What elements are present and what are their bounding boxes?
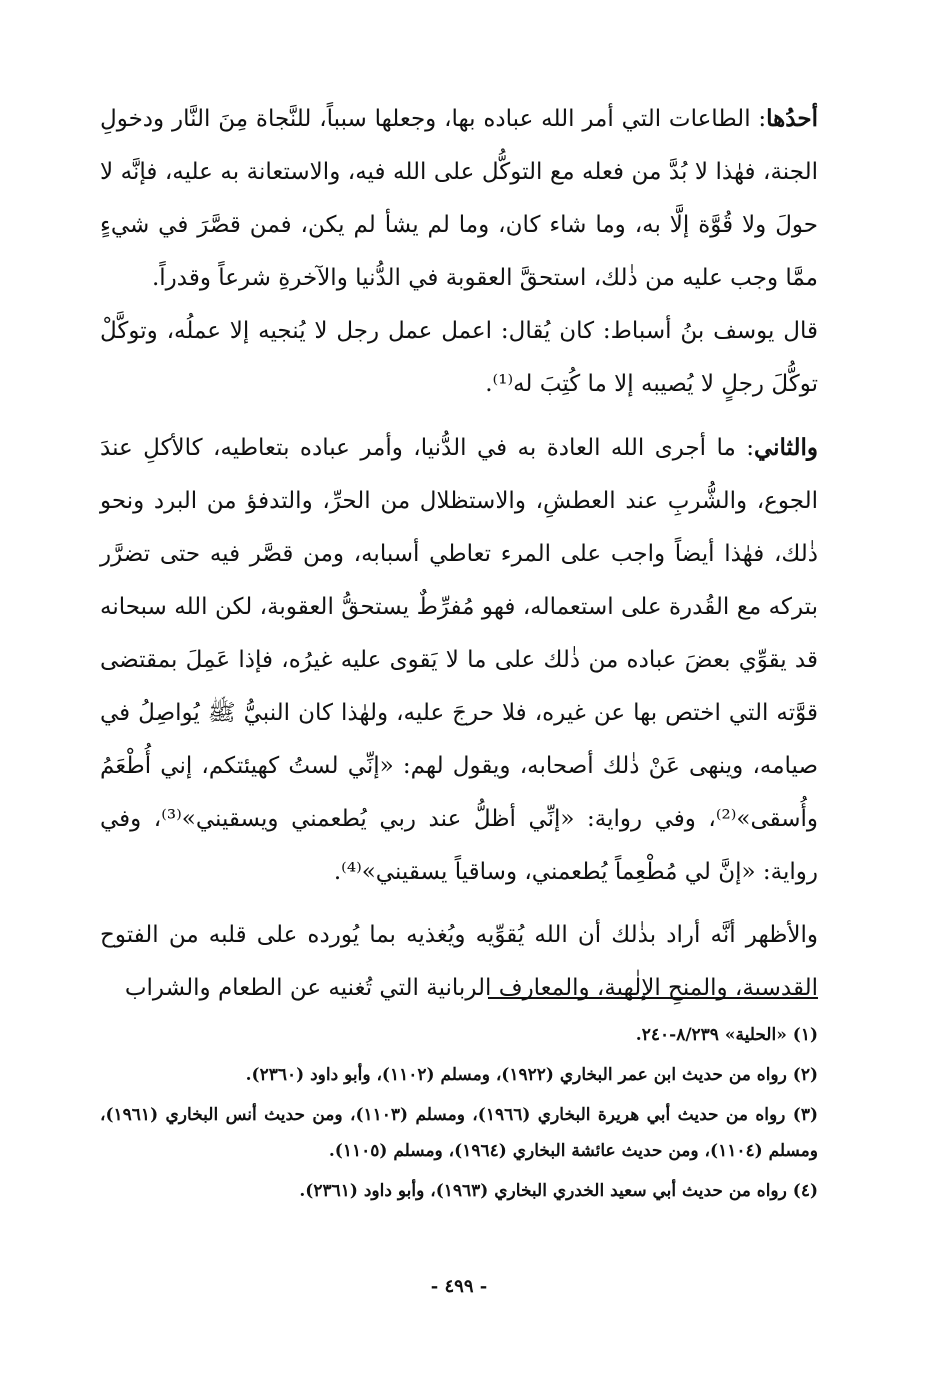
paragraph-third: والأظهر أنَّه أراد بذٰلك أن الله يُقوِّيه ويُغذيه بما يُورده على قلبه من الفتوح القدسية، والمنحِ الإلٰهية، والمعارف الربانية التي تُغنيه عن الطعام والشراب xyxy=(100,922,818,1001)
paragraph-second xyxy=(100,421,818,899)
quote-text: قال يوسف بنُ أسباط: كان يُقال: اعمل عمل رجل لا يُنجيه إلا عملُه، وتوكَّلْ توكُّلَ رجلٍ لا يُصيبه إلا ما كُتِبَ له⁽¹⁾. xyxy=(100,318,818,397)
main-text xyxy=(100,92,818,1015)
paragraph-lead: أحدُها xyxy=(766,105,818,132)
paragraph-lead: والثاني xyxy=(753,434,818,461)
page-number: - ٤٩٩ - xyxy=(430,1276,488,1297)
footnotes xyxy=(100,1017,818,1213)
footnote-3: (٣) رواه من حديث أبي هريرة البخاري (١٩٦٦)، ومسلم (١١٠٣)، ومن حديث أنس البخاري (١٩٦١)، ومسلم (١١٠٤)، ومن حديث عائشة البخاري (١٩٦٤)، ومسلم (١١٠٥). xyxy=(100,1105,818,1161)
footnote-4: (٤) رواه من حديث أبي سعيد الخدري البخاري (١٩٦٣)، وأبو داود (٢٣٦١). xyxy=(299,1181,818,1201)
paragraph-text: : ما أجرى الله العادة به في الدُّنيا، وأمر عباده بتعاطيه، كالأكلِ عندَ الجوع، والشُّربِ عند العطشِ، والاستظلال من الحرِّ، والتدفؤ من البرد ونحو ذٰلك، فهٰذا أيضاً واجب على المرء تعاطي أسبابه، ومن قصَّر فيه حتى تضرَّر بتركه مع القُدرة على استعماله، فهو مُفرِّطٌ يستحقُّ العقوبة، لكن الله سبحانه قد يقوِّي بعضَ عباده من ذٰلك على ما لا يَقوى عليه غيرُه، فإذا عَمِلَ بمقتضى قوَّته التي اختص بها عن غيره، فلا حرجَ عليه، ولهٰذا كان النبيُّ ﷺ يُواصِلُ في صيامه، وينهى عَنْ ذٰلك أصحابه، ويقول لهم: «إنِّي لستُ كهيئتكم، إني أُطْعَمُ وأُسقى»⁽²⁾، وفي رواية: «إنِّي أظلُّ عند ربي يُطعمني ويسقيني»⁽³⁾، وفي رواية: «إنَّ لي مُطْعِماً يُطعمني، وساقياً يسقيني»⁽⁴⁾. xyxy=(100,435,819,885)
footnote-1: (١) «الحلية» ٨/٢٣٩-٢٤٠. xyxy=(635,1025,818,1045)
book-page xyxy=(100,92,818,1386)
paragraph-text: : الطاعات التي أمر الله عباده بها، وجعلها سبباً، للنَّجاة مِنَ النَّار ودخولِ الجنة، فهٰذا لا بُدَّ من فعله مع التوكُّل على الله فيه، والاستعانة به عليه، فإنَّه لا حولَ ولا قُوَّة إلَّا به، وما شاء كان، وما لم يشأ لم يكن، فمن قصَّرَ في شيءٍ ممَّا وجب عليه من ذٰلك، استحقَّ العقوبة في الدُّنيا والآخرةِ شرعاً وقدراً. xyxy=(100,106,818,291)
paragraph-first xyxy=(100,92,818,411)
footnote-divider xyxy=(488,997,818,999)
footnote-2: (٢) رواه من حديث ابن عمر البخاري (١٩٢٢)، ومسلم (١١٠٢)، وأبو داود (٢٣٦٠). xyxy=(245,1065,818,1085)
